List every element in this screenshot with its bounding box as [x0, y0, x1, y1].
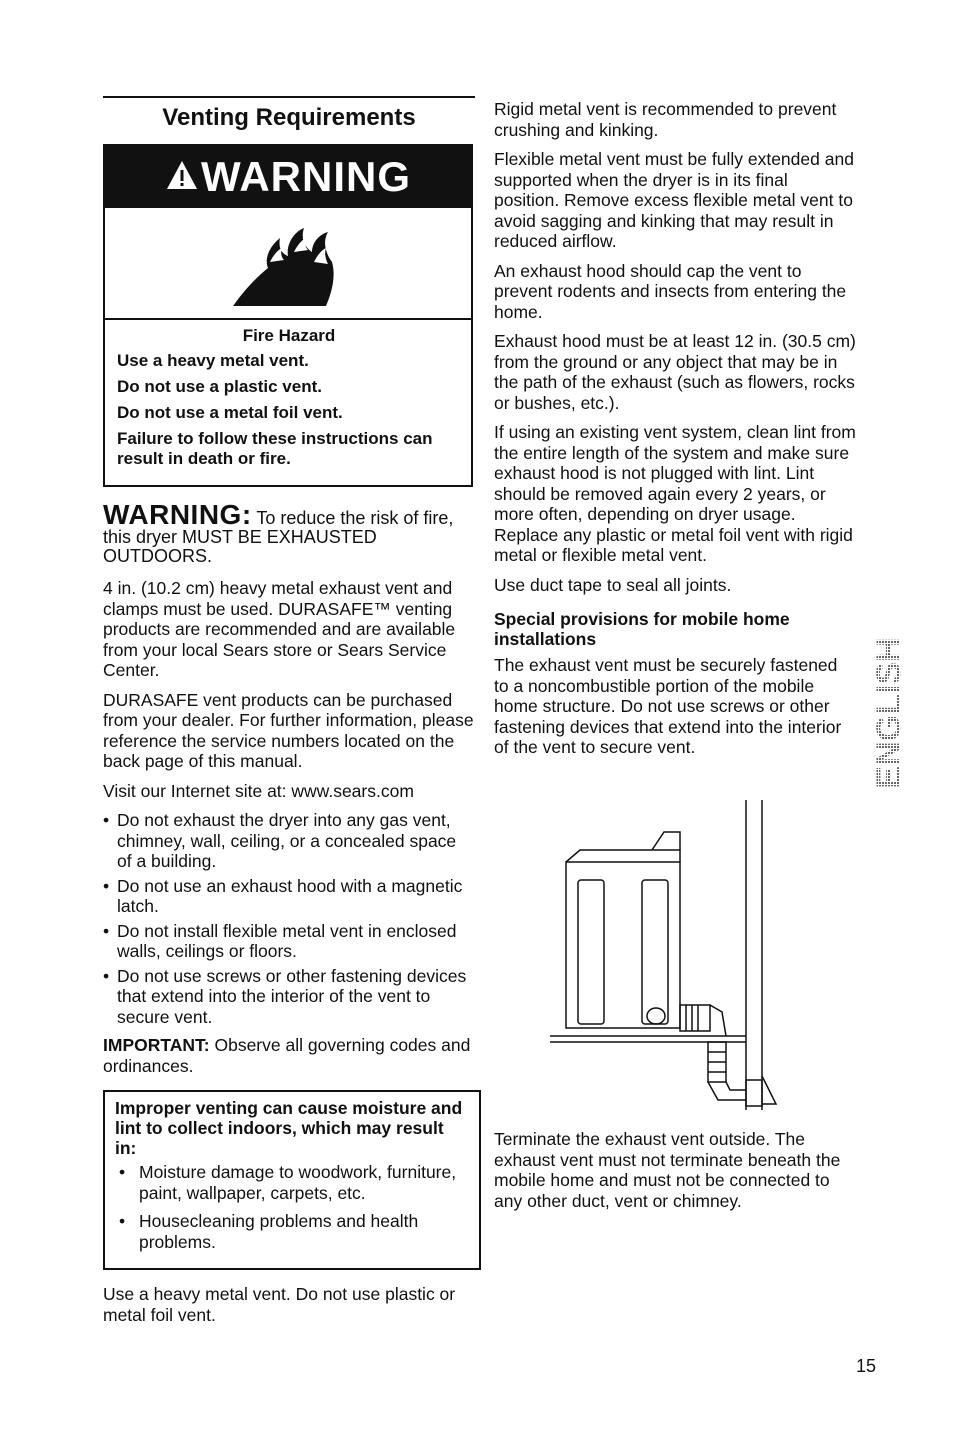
section-title: Venting Requirements	[103, 96, 475, 132]
mobile-home-vent-diagram	[540, 800, 820, 1125]
left-column	[103, 96, 475, 1334]
warning-body	[105, 320, 471, 485]
mobile-home-heading: Special provisions for mobile home installations	[494, 609, 790, 649]
durasafe-paragraph: DURASAFE vent products can be purchased from your dealer. For further information, please reference the service numbers located on the back page of this manual.	[103, 689, 474, 771]
important-paragraph	[103, 1035, 475, 1076]
warning-banner	[105, 146, 471, 208]
improper-venting-box	[103, 1090, 481, 1270]
existing-vent-paragraph: If using an existing vent system, clean lint from the entire length of the system and make sure exhaust hood is not plugged with lint. Lint should be removed again every 2 years, or more often, depending on dryer usage. Replace any plastic or metal foil vent with rigid metal or flexible metal vent.	[494, 422, 856, 565]
warning-line: Do not use a plastic vent.	[117, 377, 322, 396]
warning-lead	[103, 499, 475, 566]
list-item: • Do not install flexible metal vent in enclosed walls, ceilings or floors.	[103, 921, 475, 962]
warning-lead-text: To reduce the risk of fire, this dryer MUST BE EXHAUSTED OUTDOORS.	[103, 508, 454, 566]
website-paragraph: Visit our Internet site at: www.sears.com	[103, 780, 414, 801]
warning-lead-label: WARNING:	[103, 499, 252, 530]
important-text: Observe all governing codes and ordinances.	[103, 1035, 471, 1076]
flame-graphic-area	[105, 208, 471, 320]
improper-venting-list	[115, 1162, 469, 1252]
right-column	[494, 99, 856, 767]
duct-tape-paragraph: Use duct tape to seal all joints.	[494, 574, 732, 595]
improper-venting-lead: Improper venting can cause moisture and lint to collect indoors, which may result in:	[115, 1098, 463, 1158]
list-item: • Housecleaning problems and health problems.	[115, 1211, 469, 1252]
list-item: • Do not exhaust the dryer into any gas vent, chimney, wall, ceiling, or a concealed space of a building.	[103, 810, 475, 872]
hood-clearance-paragraph: Exhaust hood must be at least 12 in. (30.5 cm) from the ground or any object that may be in the path of the exhaust (such as flowers, rocks or bushes, etc.).	[494, 331, 856, 413]
terminate-paragraph: Terminate the exhaust vent outside. The exhaust vent must not terminate beneath the mobile home and must not be connected to any other duct, vent or chimney.	[494, 1129, 841, 1211]
warning-triangle-icon	[165, 153, 199, 201]
important-label: IMPORTANT:	[103, 1035, 210, 1055]
closing-paragraph: Use a heavy metal vent. Do not use plastic or metal foil vent.	[103, 1284, 456, 1325]
warning-line: Failure to follow these instructions can result in death or fire.	[117, 429, 433, 468]
exhaust-hood-paragraph: An exhaust hood should cap the vent to prevent rodents and insects from entering the home.	[494, 260, 847, 322]
side-tab-text: ENGLISH	[869, 637, 908, 789]
mobile-home-paragraph: The exhaust vent must be securely fastened to a noncombustible portion of the mobile home structure. Do not use screws or other fastening devices that extend into the interior of the vent to secure vent.	[494, 655, 842, 757]
list-item: • Do not use an exhaust hood with a magnetic latch.	[103, 876, 475, 917]
list-item: • Moisture damage to woodwork, furniture, paint, wallpaper, carpets, etc.	[115, 1162, 469, 1203]
list-item: • Do not use screws or other fastening devices that extend into the interior of the vent to secure vent.	[103, 966, 475, 1028]
fire-hazard-warning-box	[103, 144, 473, 487]
flame-icon	[228, 218, 338, 310]
venting-bullet-list	[103, 810, 475, 1027]
warning-line: Do not use a metal foil vent.	[117, 403, 343, 422]
hazard-title: Fire Hazard	[242, 326, 336, 345]
english-side-tab	[869, 620, 908, 811]
warning-banner-text: WARNING	[201, 153, 411, 200]
warning-line: Use a heavy metal vent.	[117, 351, 309, 370]
english-tab-graphic	[869, 620, 908, 806]
rigid-vent-paragraph: Rigid metal vent is recommended to prevent crushing and kinking.	[494, 99, 837, 140]
vent-spec-paragraph: 4 in. (10.2 cm) heavy metal exhaust vent and clamps must be used. DURASAFE™ venting products are recommended and are available from your local Sears store or Sears Service Center.	[103, 578, 456, 680]
flexible-vent-paragraph: Flexible metal vent must be fully extended and supported when the dryer is in its final position. Remove excess flexible metal vent to avoid sagging and kinking that may result in reduced airflow.	[494, 149, 854, 251]
page-number: 15	[855, 1356, 876, 1376]
